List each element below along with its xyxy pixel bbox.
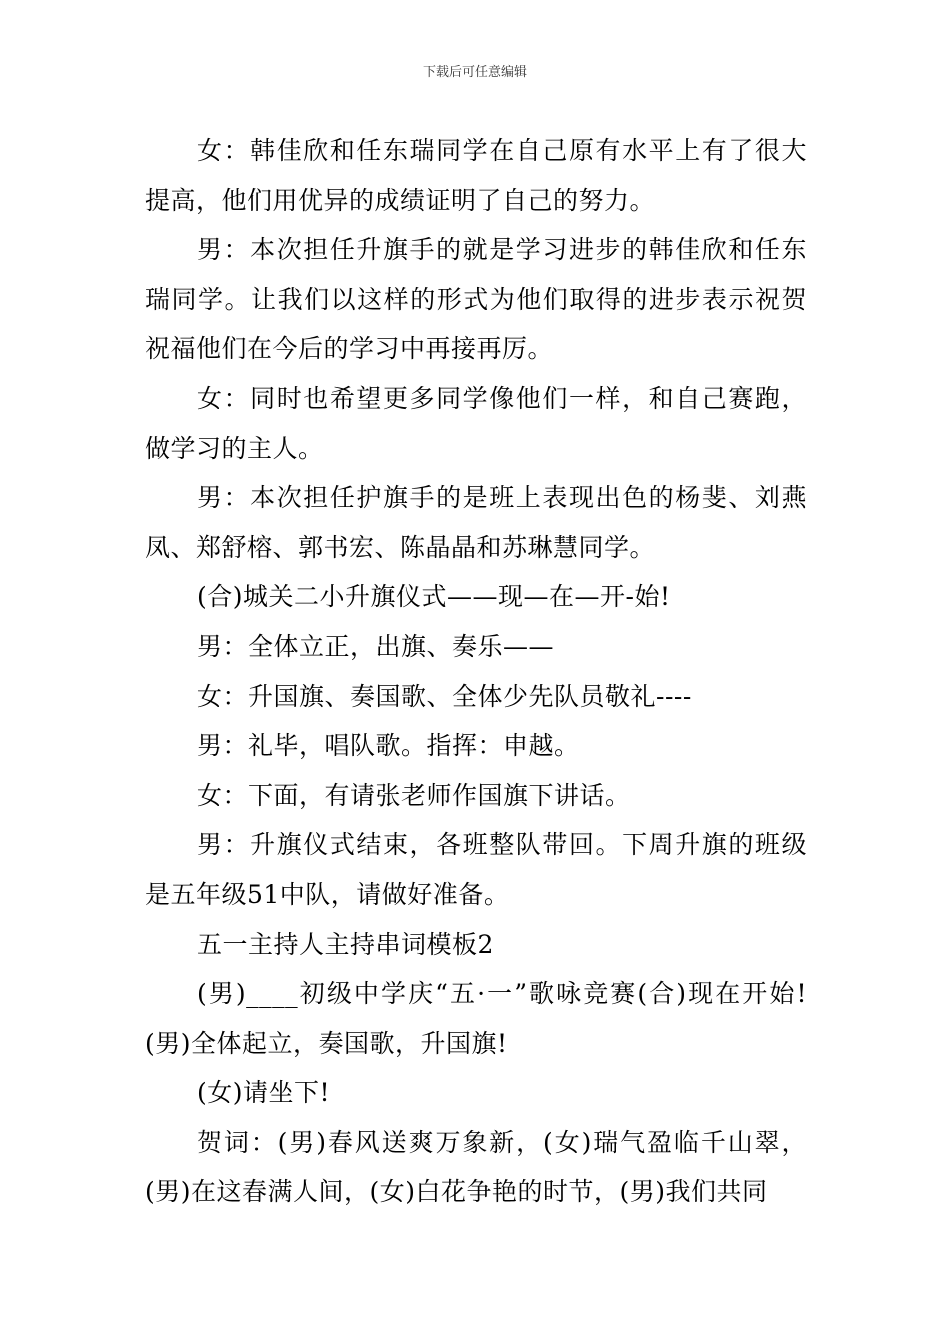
paragraph: 男：礼毕，唱队歌。指挥：申越。 [197,731,580,761]
paragraph: 女：韩佳欣和任东瑞同学在自己原有水平上有了很大提高，他们用优异的成绩证明了自己的努力。 [145,136,807,215]
paragraph: 男：本次担任升旗手的就是学习进步的韩佳欣和任东瑞同学。让我们以这样的形式为他们取得的进步表示祝贺祝福他们在今后的学习中再接再厉。 [145,235,807,364]
section-heading: 五一主持人主持串词模板2 [197,929,494,959]
paragraph: 女：同时也希望更多同学像他们一样，和自己赛跑，做学习的主人。 [145,383,807,463]
paragraph: 女：下面，有请张老师作国旗下讲话。 [197,780,631,810]
page-header: 下载后可任意编辑 [422,65,527,80]
paragraph: 男：升旗仪式结束，各班整队带回。下周升旗的班级是五年级51中队，请做好准备。 [145,830,807,909]
paragraph: 男：本次担任护旗手的是班上表现出色的杨斐、刘燕凤、郑舒榕、郭书宏、陈晶晶和苏琳慧同学。 [145,483,807,562]
paragraph: 女：升国旗、奏国歌、全体少先队员敬礼---- [197,681,692,711]
paragraph: (女)请坐下! [197,1078,331,1108]
paragraph: 贺词：(男)春风送爽万象新，(女)瑞气盈临千山翠，(男)在这春满人间，(女)白花争艳的时节，(男)我们共同 [145,1127,807,1207]
document-body [145,126,807,1217]
paragraph: (合)城关二小升旗仪式——现—在—开-始! [197,582,671,612]
paragraph: 男：全体立正，出旗、奏乐—— [197,631,555,661]
paragraph: (男)____初级中学庆“五·一”歌咏竞赛(合)现在开始!(男)全体起立，奏国歌，升国旗! [145,979,807,1058]
